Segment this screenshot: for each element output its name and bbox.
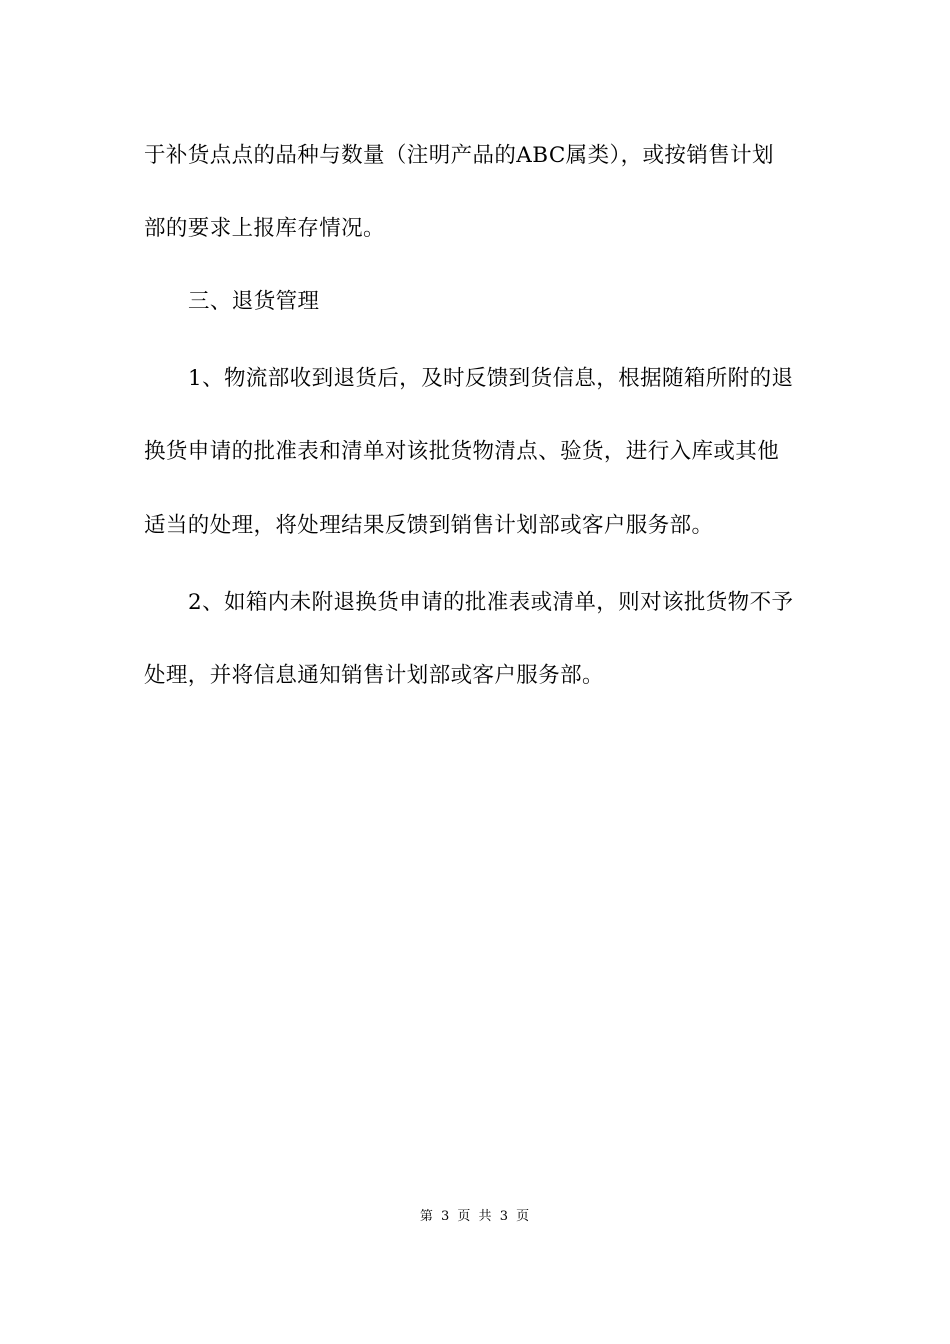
paragraph-line: 部的要求上报库存情况。 <box>144 216 385 241</box>
paragraph-line: 2、如箱内未附退换货申请的批准表或清单，则对该批货物不予 <box>188 590 794 615</box>
paragraph-line: 换货申请的批准表和清单对该批货物清点、验货，进行入库或其他 <box>144 439 780 464</box>
paragraph-line: 于补货点点的品种与数量（注明产品的ABC属类），或按销售计划 <box>144 143 774 168</box>
page-number-footer: 第 3 页 共 3 页 <box>419 1209 531 1224</box>
section-heading: 三、退货管理 <box>188 289 320 314</box>
paragraph-line: 处理，并将信息通知销售计划部或客户服务部。 <box>144 663 604 688</box>
paragraph-line: 1、物流部收到退货后，及时反馈到货信息，根据随箱所附的退 <box>188 366 794 391</box>
paragraph-line: 适当的处理，将处理结果反馈到销售计划部或客户服务部。 <box>144 513 714 538</box>
